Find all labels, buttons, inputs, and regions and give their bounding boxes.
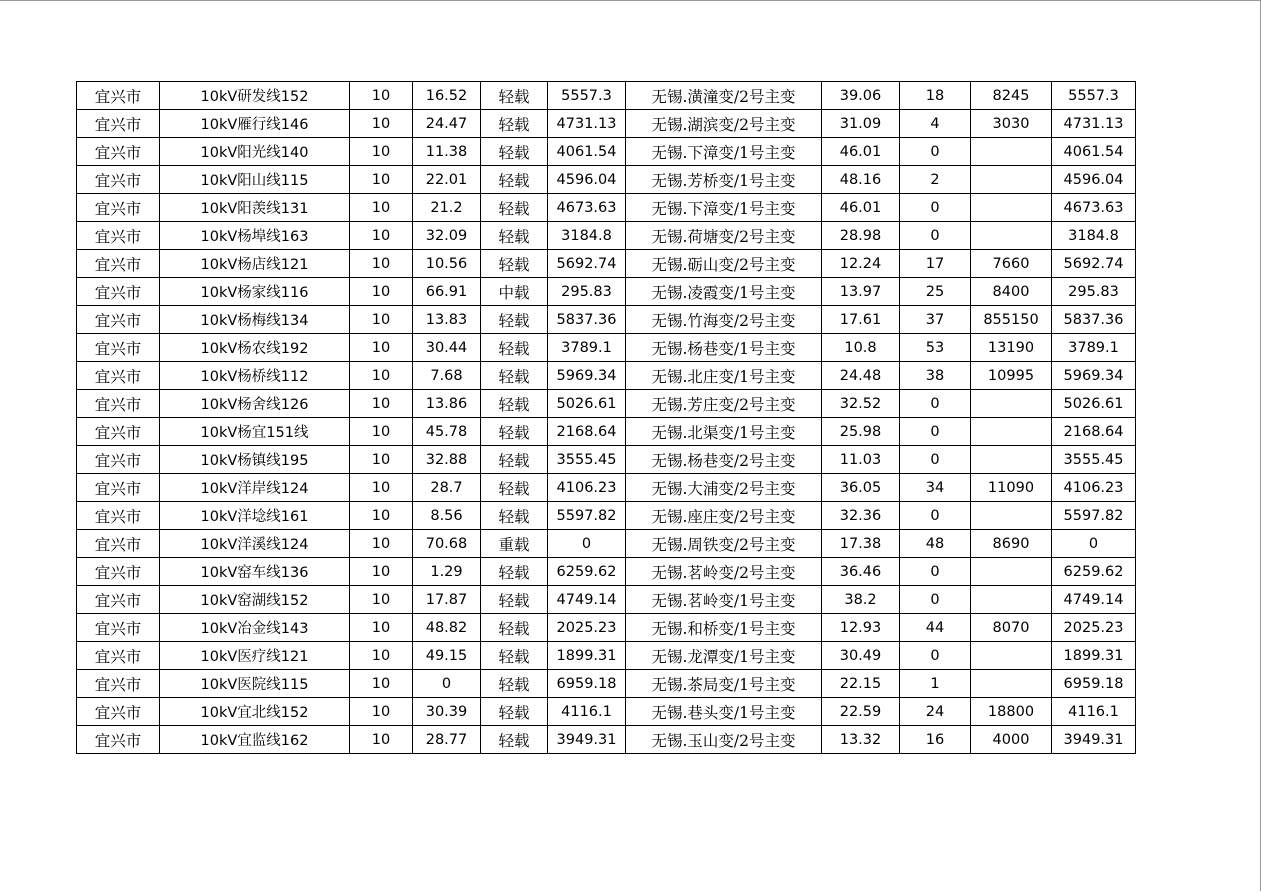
cell-col-count: 4: [900, 110, 971, 138]
cell-county: 宜兴市: [77, 334, 160, 362]
table-row: [77, 698, 1136, 726]
cell-col-count: 24: [900, 698, 971, 726]
table-row: [77, 558, 1136, 586]
cell-col-value: 10995: [971, 362, 1052, 390]
cell-county: 宜兴市: [77, 362, 160, 390]
cell-col-count: 0: [900, 642, 971, 670]
cell-available-capacity: 5969.34: [548, 362, 626, 390]
cell-load-rate: 32.09: [413, 222, 481, 250]
cell-load-status: 轻载: [481, 698, 548, 726]
cell-substation-transformer: 无锡.巷头变/1号主变: [626, 698, 822, 726]
cell-substation-transformer: 无锡.竹海变/2号主变: [626, 306, 822, 334]
cell-load-rate: 66.91: [413, 278, 481, 306]
cell-available-capacity: 2025.23: [548, 614, 626, 642]
cell-capacity-total: 3555.45: [1052, 446, 1136, 474]
cell-transformer-load-rate: 48.16: [822, 166, 900, 194]
cell-voltage: 10: [350, 642, 413, 670]
cell-capacity-total: 5837.36: [1052, 306, 1136, 334]
cell-col-value: 8245: [971, 82, 1052, 110]
cell-available-capacity: 4596.04: [548, 166, 626, 194]
cell-substation-transformer: 无锡.杨巷变/1号主变: [626, 334, 822, 362]
cell-county: 宜兴市: [77, 110, 160, 138]
cell-substation-transformer: 无锡.茗岭变/1号主变: [626, 586, 822, 614]
cell-available-capacity: 3184.8: [548, 222, 626, 250]
cell-capacity-total: 6959.18: [1052, 670, 1136, 698]
table-row: [77, 502, 1136, 530]
cell-line-name: 10kV洋溪线124: [160, 530, 350, 558]
cell-line-name: 10kV医院线115: [160, 670, 350, 698]
table-row: [77, 334, 1136, 362]
table-row: [77, 138, 1136, 166]
cell-available-capacity: 3789.1: [548, 334, 626, 362]
cell-substation-transformer: 无锡.潢潼变/2号主变: [626, 82, 822, 110]
cell-county: 宜兴市: [77, 726, 160, 754]
cell-county: 宜兴市: [77, 698, 160, 726]
cell-line-name: 10kV杨农线192: [160, 334, 350, 362]
cell-load-rate: 17.87: [413, 586, 481, 614]
table-row: [77, 110, 1136, 138]
cell-available-capacity: 5837.36: [548, 306, 626, 334]
cell-transformer-load-rate: 36.05: [822, 474, 900, 502]
cell-col-value: 4000: [971, 726, 1052, 754]
cell-capacity-total: 4749.14: [1052, 586, 1136, 614]
cell-capacity-total: 2025.23: [1052, 614, 1136, 642]
cell-capacity-total: 5557.3: [1052, 82, 1136, 110]
cell-county: 宜兴市: [77, 558, 160, 586]
cell-load-status: 轻载: [481, 642, 548, 670]
cell-col-value: [971, 586, 1052, 614]
cell-load-status: 轻载: [481, 306, 548, 334]
cell-col-count: 0: [900, 222, 971, 250]
cell-capacity-total: 4061.54: [1052, 138, 1136, 166]
cell-capacity-total: 295.83: [1052, 278, 1136, 306]
cell-col-count: 0: [900, 558, 971, 586]
table-row: [77, 278, 1136, 306]
cell-col-count: 18: [900, 82, 971, 110]
cell-county: 宜兴市: [77, 306, 160, 334]
cell-col-value: [971, 390, 1052, 418]
table-row: [77, 166, 1136, 194]
cell-transformer-load-rate: 32.52: [822, 390, 900, 418]
cell-load-rate: 13.86: [413, 390, 481, 418]
cell-load-status: 轻载: [481, 586, 548, 614]
cell-load-rate: 49.15: [413, 642, 481, 670]
cell-substation-transformer: 无锡.座庄变/2号主变: [626, 502, 822, 530]
cell-available-capacity: 4061.54: [548, 138, 626, 166]
cell-transformer-load-rate: 25.98: [822, 418, 900, 446]
table-row: [77, 670, 1136, 698]
cell-county: 宜兴市: [77, 530, 160, 558]
cell-capacity-total: 4106.23: [1052, 474, 1136, 502]
cell-load-status: 轻载: [481, 614, 548, 642]
cell-col-count: 0: [900, 194, 971, 222]
cell-col-count: 0: [900, 502, 971, 530]
cell-transformer-load-rate: 12.93: [822, 614, 900, 642]
cell-available-capacity: 295.83: [548, 278, 626, 306]
table-row: [77, 390, 1136, 418]
cell-col-count: 0: [900, 418, 971, 446]
cell-county: 宜兴市: [77, 250, 160, 278]
cell-available-capacity: 5597.82: [548, 502, 626, 530]
cell-county: 宜兴市: [77, 446, 160, 474]
cell-load-rate: 16.52: [413, 82, 481, 110]
cell-col-value: [971, 446, 1052, 474]
table-row: [77, 530, 1136, 558]
cell-load-status: 轻载: [481, 166, 548, 194]
cell-transformer-load-rate: 36.46: [822, 558, 900, 586]
cell-capacity-total: 3949.31: [1052, 726, 1136, 754]
cell-col-count: 37: [900, 306, 971, 334]
cell-line-name: 10kV医疗线121: [160, 642, 350, 670]
cell-col-value: [971, 222, 1052, 250]
cell-col-value: [971, 558, 1052, 586]
cell-substation-transformer: 无锡.荷塘变/2号主变: [626, 222, 822, 250]
cell-substation-transformer: 无锡.北渠变/1号主变: [626, 418, 822, 446]
cell-line-name: 10kV杨埠线163: [160, 222, 350, 250]
cell-col-value: [971, 642, 1052, 670]
cell-line-name: 10kV杨舍线126: [160, 390, 350, 418]
cell-load-rate: 13.83: [413, 306, 481, 334]
cell-county: 宜兴市: [77, 670, 160, 698]
cell-line-name: 10kV杨宜151线: [160, 418, 350, 446]
cell-voltage: 10: [350, 586, 413, 614]
cell-capacity-total: 5026.61: [1052, 390, 1136, 418]
cell-capacity-total: 2168.64: [1052, 418, 1136, 446]
cell-col-count: 48: [900, 530, 971, 558]
cell-available-capacity: 4673.63: [548, 194, 626, 222]
cell-county: 宜兴市: [77, 502, 160, 530]
cell-load-status: 轻载: [481, 334, 548, 362]
cell-county: 宜兴市: [77, 194, 160, 222]
cell-load-rate: 30.39: [413, 698, 481, 726]
cell-load-status: 轻载: [481, 502, 548, 530]
cell-voltage: 10: [350, 110, 413, 138]
cell-line-name: 10kV窑车线136: [160, 558, 350, 586]
cell-capacity-total: 4116.1: [1052, 698, 1136, 726]
cell-substation-transformer: 无锡.砺山变/2号主变: [626, 250, 822, 278]
cell-capacity-total: 5969.34: [1052, 362, 1136, 390]
cell-load-status: 轻载: [481, 250, 548, 278]
cell-load-rate: 32.88: [413, 446, 481, 474]
cell-col-count: 38: [900, 362, 971, 390]
cell-line-name: 10kV洋埝线161: [160, 502, 350, 530]
cell-voltage: 10: [350, 726, 413, 754]
table-row: [77, 474, 1136, 502]
cell-col-count: 0: [900, 586, 971, 614]
cell-transformer-load-rate: 12.24: [822, 250, 900, 278]
cell-available-capacity: 6959.18: [548, 670, 626, 698]
cell-available-capacity: 2168.64: [548, 418, 626, 446]
cell-transformer-load-rate: 17.38: [822, 530, 900, 558]
cell-voltage: 10: [350, 334, 413, 362]
cell-transformer-load-rate: 24.48: [822, 362, 900, 390]
cell-line-name: 10kV宜监线162: [160, 726, 350, 754]
cell-col-value: 8400: [971, 278, 1052, 306]
cell-transformer-load-rate: 46.01: [822, 138, 900, 166]
cell-col-value: [971, 138, 1052, 166]
cell-county: 宜兴市: [77, 138, 160, 166]
cell-col-count: 0: [900, 390, 971, 418]
cell-available-capacity: 5692.74: [548, 250, 626, 278]
cell-voltage: 10: [350, 250, 413, 278]
table-row: [77, 306, 1136, 334]
cell-substation-transformer: 无锡.凌霞变/1号主变: [626, 278, 822, 306]
cell-voltage: 10: [350, 194, 413, 222]
cell-load-status: 轻载: [481, 222, 548, 250]
cell-load-status: 轻载: [481, 82, 548, 110]
cell-transformer-load-rate: 10.8: [822, 334, 900, 362]
cell-load-status: 轻载: [481, 670, 548, 698]
cell-col-count: 25: [900, 278, 971, 306]
cell-col-value: 855150: [971, 306, 1052, 334]
cell-substation-transformer: 无锡.下漳变/1号主变: [626, 138, 822, 166]
cell-capacity-total: 4596.04: [1052, 166, 1136, 194]
cell-county: 宜兴市: [77, 278, 160, 306]
table-row: [77, 194, 1136, 222]
cell-load-rate: 28.7: [413, 474, 481, 502]
cell-col-value: 11090: [971, 474, 1052, 502]
cell-col-value: [971, 670, 1052, 698]
cell-load-rate: 10.56: [413, 250, 481, 278]
table-row: [77, 726, 1136, 754]
cell-substation-transformer: 无锡.和桥变/1号主变: [626, 614, 822, 642]
table-row: [77, 642, 1136, 670]
cell-substation-transformer: 无锡.芳桥变/1号主变: [626, 166, 822, 194]
cell-load-status: 轻载: [481, 138, 548, 166]
cell-voltage: 10: [350, 82, 413, 110]
cell-load-rate: 45.78: [413, 418, 481, 446]
cell-load-status: 轻载: [481, 418, 548, 446]
cell-voltage: 10: [350, 138, 413, 166]
cell-county: 宜兴市: [77, 586, 160, 614]
cell-voltage: 10: [350, 530, 413, 558]
cell-substation-transformer: 无锡.下漳变/1号主变: [626, 194, 822, 222]
cell-col-count: 2: [900, 166, 971, 194]
cell-voltage: 10: [350, 446, 413, 474]
cell-county: 宜兴市: [77, 474, 160, 502]
cell-load-rate: 48.82: [413, 614, 481, 642]
cell-transformer-load-rate: 22.59: [822, 698, 900, 726]
cell-available-capacity: 4106.23: [548, 474, 626, 502]
cell-county: 宜兴市: [77, 82, 160, 110]
cell-voltage: 10: [350, 278, 413, 306]
cell-col-value: 7660: [971, 250, 1052, 278]
cell-col-value: [971, 166, 1052, 194]
cell-load-rate: 70.68: [413, 530, 481, 558]
cell-transformer-load-rate: 31.09: [822, 110, 900, 138]
table-row: [77, 446, 1136, 474]
cell-available-capacity: 4116.1: [548, 698, 626, 726]
cell-col-count: 0: [900, 138, 971, 166]
cell-capacity-total: 0: [1052, 530, 1136, 558]
cell-capacity-total: 4731.13: [1052, 110, 1136, 138]
cell-transformer-load-rate: 11.03: [822, 446, 900, 474]
cell-substation-transformer: 无锡.大浦变/2号主变: [626, 474, 822, 502]
cell-voltage: 10: [350, 362, 413, 390]
cell-capacity-total: 4673.63: [1052, 194, 1136, 222]
cell-voltage: 10: [350, 670, 413, 698]
table-row: [77, 82, 1136, 110]
cell-load-rate: 28.77: [413, 726, 481, 754]
cell-county: 宜兴市: [77, 166, 160, 194]
cell-substation-transformer: 无锡.杨巷变/2号主变: [626, 446, 822, 474]
cell-line-name: 10kV窑湖线152: [160, 586, 350, 614]
cell-load-status: 轻载: [481, 474, 548, 502]
cell-capacity-total: 5597.82: [1052, 502, 1136, 530]
cell-transformer-load-rate: 22.15: [822, 670, 900, 698]
cell-available-capacity: 0: [548, 530, 626, 558]
cell-line-name: 10kV研发线152: [160, 82, 350, 110]
cell-capacity-total: 5692.74: [1052, 250, 1136, 278]
cell-transformer-load-rate: 38.2: [822, 586, 900, 614]
cell-load-rate: 0: [413, 670, 481, 698]
cell-load-rate: 11.38: [413, 138, 481, 166]
cell-load-status: 轻载: [481, 558, 548, 586]
cell-col-count: 0: [900, 446, 971, 474]
cell-load-status: 轻载: [481, 194, 548, 222]
cell-load-status: 轻载: [481, 362, 548, 390]
cell-available-capacity: 6259.62: [548, 558, 626, 586]
cell-col-value: 8070: [971, 614, 1052, 642]
cell-load-rate: 8.56: [413, 502, 481, 530]
cell-capacity-total: 6259.62: [1052, 558, 1136, 586]
cell-capacity-total: 1899.31: [1052, 642, 1136, 670]
cell-capacity-total: 3184.8: [1052, 222, 1136, 250]
cell-county: 宜兴市: [77, 418, 160, 446]
cell-voltage: 10: [350, 166, 413, 194]
cell-substation-transformer: 无锡.湖滨变/2号主变: [626, 110, 822, 138]
cell-transformer-load-rate: 13.32: [822, 726, 900, 754]
cell-load-status: 重载: [481, 530, 548, 558]
table-body: [77, 82, 1136, 754]
cell-line-name: 10kV杨镇线195: [160, 446, 350, 474]
cell-load-rate: 21.2: [413, 194, 481, 222]
cell-voltage: 10: [350, 222, 413, 250]
cell-transformer-load-rate: 13.97: [822, 278, 900, 306]
cell-line-name: 10kV杨桥线112: [160, 362, 350, 390]
cell-col-value: [971, 502, 1052, 530]
cell-available-capacity: 3949.31: [548, 726, 626, 754]
table-row: [77, 586, 1136, 614]
cell-transformer-load-rate: 46.01: [822, 194, 900, 222]
cell-col-value: 13190: [971, 334, 1052, 362]
cell-col-value: [971, 418, 1052, 446]
cell-transformer-load-rate: 17.61: [822, 306, 900, 334]
cell-line-name: 10kV阳山线115: [160, 166, 350, 194]
cell-col-count: 53: [900, 334, 971, 362]
cell-col-count: 34: [900, 474, 971, 502]
cell-voltage: 10: [350, 698, 413, 726]
cell-col-count: 1: [900, 670, 971, 698]
cell-county: 宜兴市: [77, 390, 160, 418]
cell-voltage: 10: [350, 474, 413, 502]
table-row: [77, 362, 1136, 390]
cell-line-name: 10kV杨店线121: [160, 250, 350, 278]
cell-col-value: 8690: [971, 530, 1052, 558]
cell-col-value: [971, 194, 1052, 222]
cell-voltage: 10: [350, 390, 413, 418]
cell-voltage: 10: [350, 614, 413, 642]
cell-line-name: 10kV冶金线143: [160, 614, 350, 642]
cell-col-count: 16: [900, 726, 971, 754]
cell-voltage: 10: [350, 502, 413, 530]
table-row: [77, 250, 1136, 278]
cell-load-rate: 24.47: [413, 110, 481, 138]
cell-load-rate: 7.68: [413, 362, 481, 390]
cell-substation-transformer: 无锡.茗岭变/2号主变: [626, 558, 822, 586]
cell-available-capacity: 4749.14: [548, 586, 626, 614]
cell-voltage: 10: [350, 306, 413, 334]
cell-load-rate: 1.29: [413, 558, 481, 586]
table-row: [77, 418, 1136, 446]
cell-substation-transformer: 无锡.周铁变/2号主变: [626, 530, 822, 558]
cell-line-name: 10kV杨家线116: [160, 278, 350, 306]
cell-substation-transformer: 无锡.茶局变/1号主变: [626, 670, 822, 698]
cell-transformer-load-rate: 39.06: [822, 82, 900, 110]
cell-line-name: 10kV阳光线140: [160, 138, 350, 166]
cell-available-capacity: 5557.3: [548, 82, 626, 110]
cell-county: 宜兴市: [77, 642, 160, 670]
table-row: [77, 222, 1136, 250]
cell-col-count: 44: [900, 614, 971, 642]
cell-load-status: 轻载: [481, 390, 548, 418]
cell-voltage: 10: [350, 418, 413, 446]
cell-line-name: 10kV杨梅线134: [160, 306, 350, 334]
cell-substation-transformer: 无锡.玉山变/2号主变: [626, 726, 822, 754]
cell-transformer-load-rate: 30.49: [822, 642, 900, 670]
cell-line-name: 10kV阳羡线131: [160, 194, 350, 222]
cell-load-status: 轻载: [481, 726, 548, 754]
cell-load-status: 轻载: [481, 110, 548, 138]
cell-line-name: 10kV洋岸线124: [160, 474, 350, 502]
cell-available-capacity: 4731.13: [548, 110, 626, 138]
cell-available-capacity: 1899.31: [548, 642, 626, 670]
cell-col-value: 18800: [971, 698, 1052, 726]
cell-county: 宜兴市: [77, 614, 160, 642]
table-row: [77, 614, 1136, 642]
cell-col-count: 17: [900, 250, 971, 278]
cell-voltage: 10: [350, 558, 413, 586]
cell-county: 宜兴市: [77, 222, 160, 250]
cell-available-capacity: 3555.45: [548, 446, 626, 474]
cell-transformer-load-rate: 32.36: [822, 502, 900, 530]
cell-available-capacity: 5026.61: [548, 390, 626, 418]
cell-capacity-total: 3789.1: [1052, 334, 1136, 362]
cell-load-rate: 22.01: [413, 166, 481, 194]
cell-line-name: 10kV雁行线146: [160, 110, 350, 138]
cell-col-value: 3030: [971, 110, 1052, 138]
cell-substation-transformer: 无锡.龙潭变/1号主变: [626, 642, 822, 670]
data-table: [76, 81, 1136, 754]
cell-line-name: 10kV宜北线152: [160, 698, 350, 726]
cell-load-status: 中载: [481, 278, 548, 306]
cell-load-rate: 30.44: [413, 334, 481, 362]
cell-substation-transformer: 无锡.芳庄变/2号主变: [626, 390, 822, 418]
cell-substation-transformer: 无锡.北庄变/1号主变: [626, 362, 822, 390]
cell-load-status: 轻载: [481, 446, 548, 474]
cell-transformer-load-rate: 28.98: [822, 222, 900, 250]
